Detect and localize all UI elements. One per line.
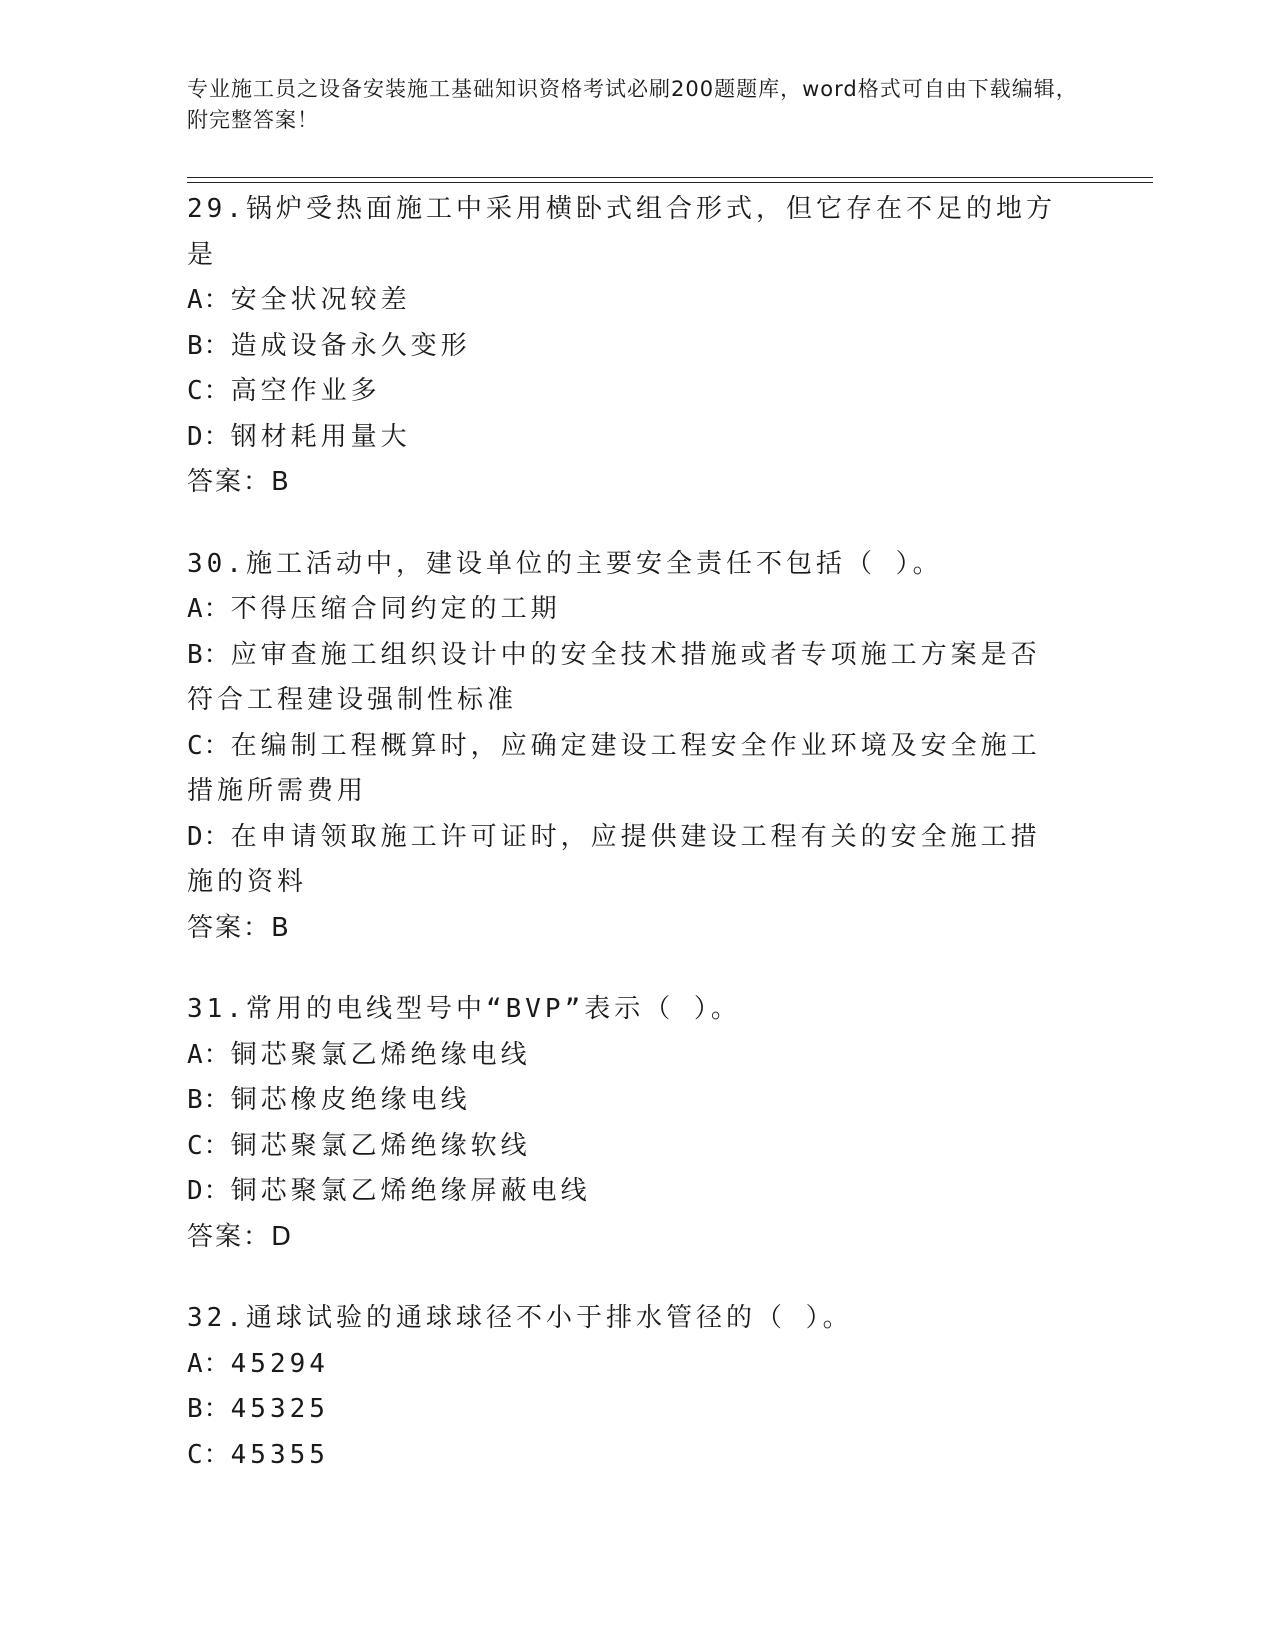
option-text: 45355 bbox=[230, 1439, 329, 1470]
option-text: 铜芯橡皮绝缘电线 bbox=[230, 1085, 471, 1115]
answer: 答案：D bbox=[187, 1221, 294, 1252]
option-label: C： bbox=[187, 1439, 231, 1470]
option-label: B： bbox=[187, 639, 231, 670]
option-text: 45325 bbox=[230, 1394, 329, 1424]
document-header: 专业施工员之设备安装施工基础知识资格考试必刷200题题库，word格式可自由下载编辑，附完整答案！ bbox=[187, 77, 1078, 132]
option-c bbox=[187, 1433, 1067, 1479]
option-text: 高空作业多 bbox=[230, 376, 381, 406]
option-text: 铜芯聚氯乙烯绝缘软线 bbox=[230, 1130, 531, 1161]
question-stem: 30.施工活动中，建设单位的主要安全责任不包括（ ）。 bbox=[187, 548, 943, 579]
option-label: B： bbox=[187, 1085, 231, 1115]
question-stem: 31.常用的电线型号中“BVP”表示（ ）。 bbox=[187, 994, 741, 1024]
answer: 答案：B bbox=[187, 467, 291, 497]
option-label: B： bbox=[187, 330, 231, 361]
option-a bbox=[187, 1342, 1067, 1388]
option-d bbox=[187, 815, 1067, 906]
option-b bbox=[187, 324, 1067, 370]
option-d bbox=[187, 1169, 1067, 1215]
option-c bbox=[187, 369, 1067, 415]
header-divider-top bbox=[187, 177, 1153, 178]
option-text: 应审查施工组织设计中的安全技术措施或者专项施工方案是否符合工程建设强制性标准 bbox=[187, 639, 1041, 715]
option-b bbox=[187, 1078, 1067, 1124]
option-label: A： bbox=[187, 1348, 231, 1379]
question-31 bbox=[187, 987, 1067, 1260]
option-text: 造成设备永久变形 bbox=[230, 330, 471, 361]
option-text: 钢材耗用量大 bbox=[230, 421, 411, 452]
option-label: C： bbox=[187, 730, 231, 761]
option-label: D： bbox=[187, 1176, 231, 1206]
option-a bbox=[187, 1033, 1067, 1079]
option-label: D： bbox=[187, 821, 231, 852]
option-c bbox=[187, 724, 1067, 815]
option-label: A： bbox=[187, 594, 231, 624]
question-30 bbox=[187, 542, 1067, 952]
option-b bbox=[187, 633, 1067, 724]
option-text: 铜芯聚氯乙烯绝缘屏蔽电线 bbox=[230, 1176, 591, 1206]
option-label: A： bbox=[187, 285, 231, 315]
question-29 bbox=[187, 187, 1067, 506]
option-label: D： bbox=[187, 421, 231, 452]
question-stem: 32.通球试验的通球球径不小于排水管径的（ ）。 bbox=[187, 1303, 853, 1333]
option-c bbox=[187, 1124, 1067, 1170]
option-text: 安全状况较差 bbox=[230, 285, 411, 315]
option-text: 铜芯聚氯乙烯绝缘电线 bbox=[230, 1039, 531, 1070]
option-d bbox=[187, 415, 1067, 461]
answer: 答案：B bbox=[187, 912, 291, 943]
option-text: 45294 bbox=[230, 1348, 329, 1379]
question-32 bbox=[187, 1296, 1067, 1478]
option-label: C： bbox=[187, 1130, 231, 1161]
option-text: 不得压缩合同约定的工期 bbox=[230, 594, 561, 624]
option-label: B： bbox=[187, 1394, 231, 1424]
question-stem: 29.锅炉受热面施工中采用横卧式组合形式，但它存在不足的地方是 bbox=[187, 194, 1056, 270]
option-text: 在编制工程概算时，应确定建设工程安全作业环境及安全施工措施所需费用 bbox=[187, 730, 1041, 806]
option-a bbox=[187, 587, 1067, 633]
option-text: 在申请领取施工许可证时，应提供建设工程有关的安全施工措施的资料 bbox=[187, 821, 1041, 897]
question-list bbox=[187, 187, 1067, 1514]
option-label: C： bbox=[187, 376, 231, 406]
header-divider-bottom bbox=[187, 182, 1153, 183]
option-label: A： bbox=[187, 1039, 231, 1070]
option-a bbox=[187, 278, 1067, 324]
option-b bbox=[187, 1387, 1067, 1433]
